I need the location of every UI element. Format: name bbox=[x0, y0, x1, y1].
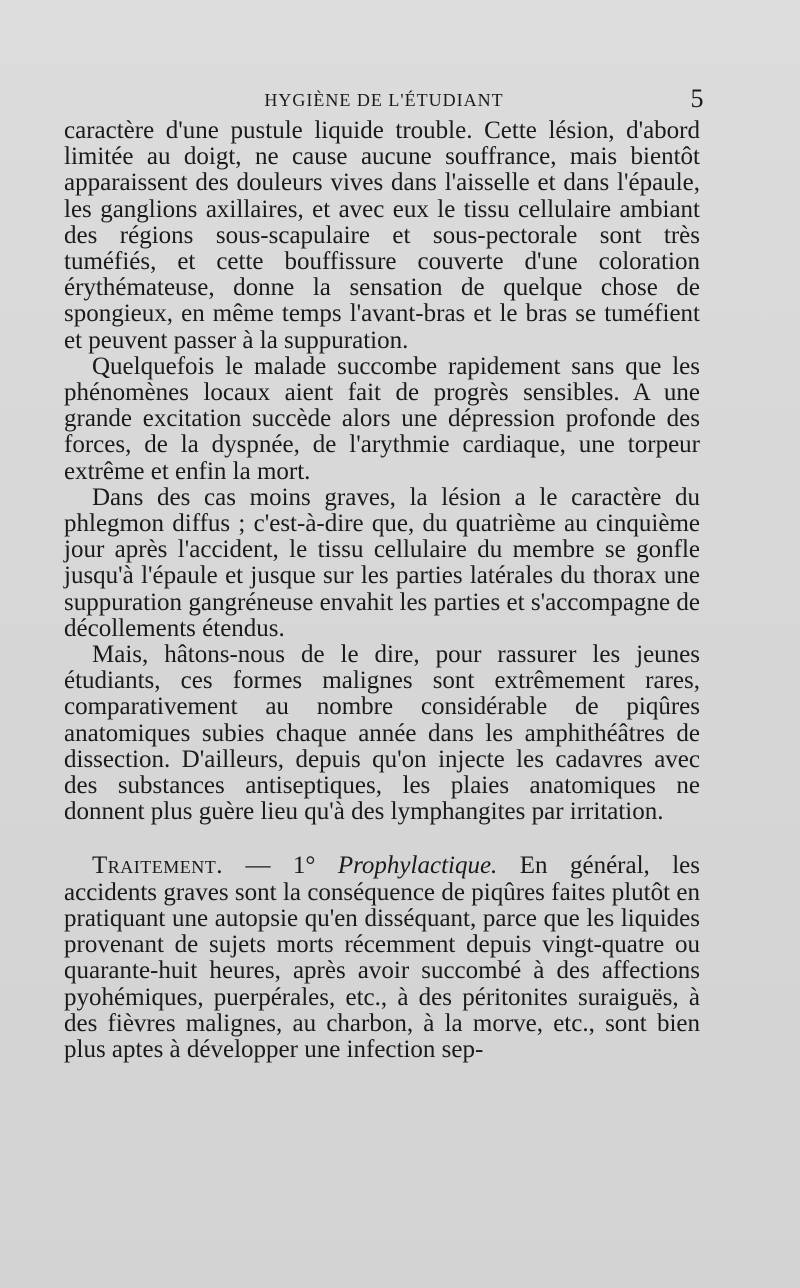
section-gap bbox=[64, 825, 700, 853]
paragraph-continuation: caractère d'une pustule liquide trouble. Cette lésion, d'abord limitée au doigt, ne cause aucune souffrance, mais bientôt apparaissent des douleurs vives dans l'aisselle et dans l'épaule, les ganglions axillaires, et avec eux le tissu cellulaire ambiant des régions sous-scapulaire et sous-pectorale sont très tuméfiés, et cette bouffissure couverte d'une coloration érythémateuse, donne la sensation de quelque chose de spongieux, en même temps l'avant-bras et le bras se tuméfient et peuvent passer à la suppuration. bbox=[64, 117, 700, 354]
running-header bbox=[64, 84, 704, 116]
treatment-number: 1° bbox=[292, 852, 316, 880]
paragraph-reassurance: Mais, hâtons-nous de le dire, pour rassurer les jeunes étudiants, ces formes malignes sont extrêmement rares, comparativement au nombre considérable de piqûres anatomiques subies chaque année dans les amphithéâtres de dissection. D'ailleurs, depuis qu'on injecte les cadavres avec des substances antiseptiques, les plaies anatomiques ne donnent plus guère lieu qu'à des lymphangites par irritation. bbox=[64, 641, 700, 826]
running-title: HYGIÈNE DE L'ÉTUDIANT bbox=[264, 90, 504, 110]
treatment-text: En général, les accidents graves sont la conséquence de piqûres faites plutôt en pratiquant une autopsie qu'en disséquant, parce que les liquides provenant de sujets morts récemment depuis vingt-quatre ou quarante-huit heures, après avoir succombé à des affections pyohémiques, puerpérales, etc., à des péritonites suraiguës, à des fièvres malignes, au charbon, à la morve, etc., sont bien plus aptes à développer une infection sep- bbox=[64, 852, 700, 1063]
page-number: 5 bbox=[690, 84, 704, 113]
treatment-subheading: Prophylactique. bbox=[337, 852, 498, 880]
treatment-dash: — bbox=[223, 852, 293, 880]
body-text bbox=[64, 118, 700, 1063]
paragraph-sudden-death: Quelquefois le malade succombe rapidement sans que les phénomènes locaux aient fait de progrès sensibles. A une grande excitation succède alors une dépression profonde des forces, de la dyspnée, de l'arythmie cardiaque, une torpeur extrême et enfin la mort. bbox=[64, 352, 700, 485]
paragraph-diffuse-phlegmon: Dans des cas moins graves, la lésion a le caractère du phlegmon diffus ; c'est-à-dire que, du quatrième au cinquième jour après l'accident, le tissu cellulaire du membre se gonfle jusqu'à l'épaule et jusque sur les parties latérales du thorax une suppuration gangréneuse envahit les parties et s'accompagne de décollements étendus. bbox=[64, 483, 700, 642]
paragraph-treatment bbox=[64, 853, 700, 1063]
treatment-heading: Traitement. bbox=[92, 852, 224, 880]
